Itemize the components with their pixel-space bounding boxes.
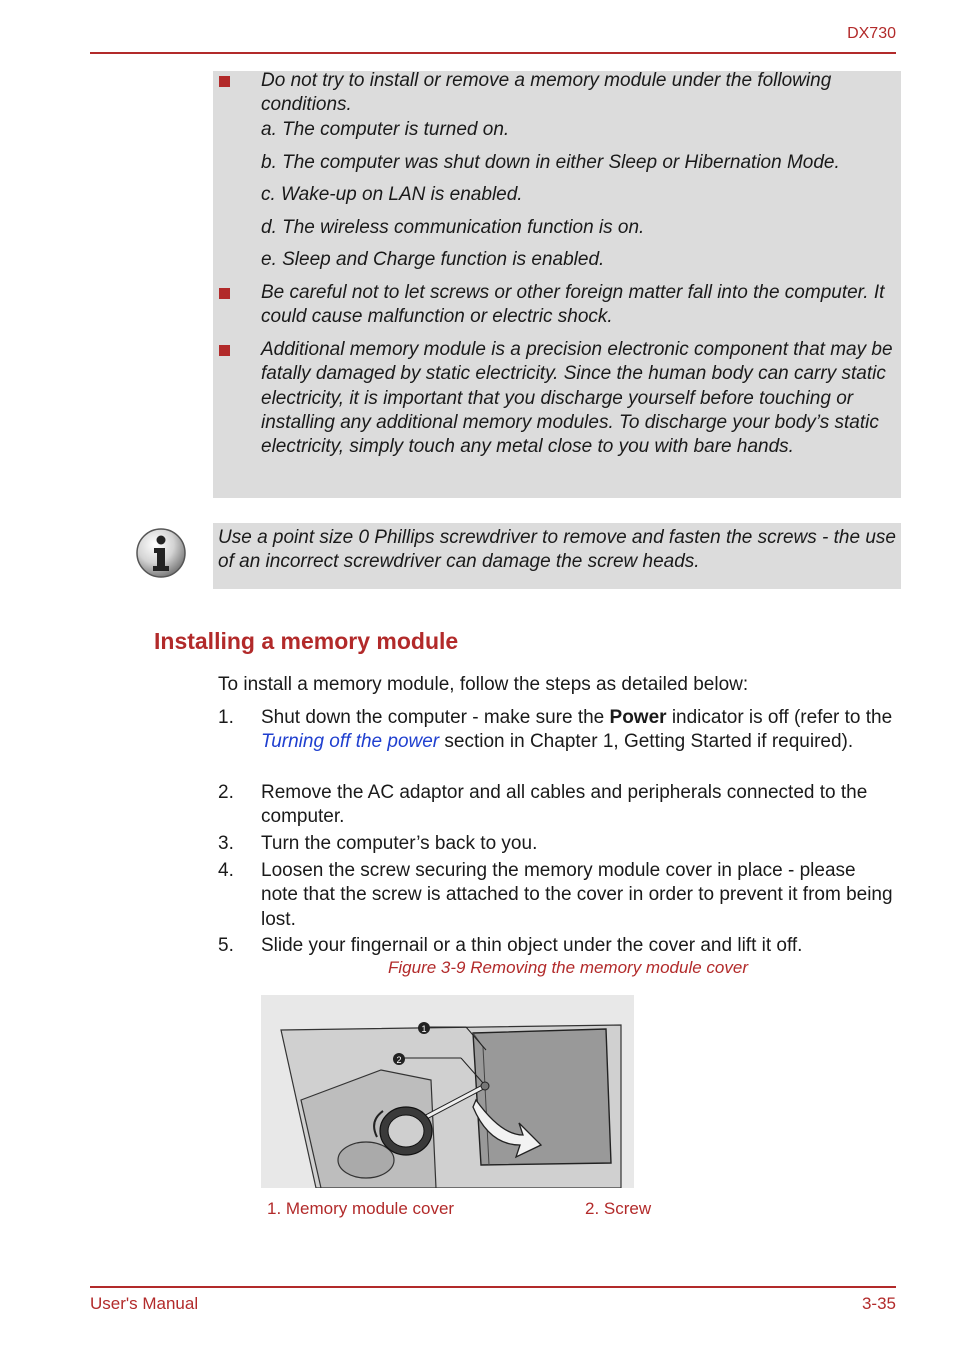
power-term: Power [609, 707, 667, 728]
caution-subitem-d: d. The wireless communication function is on. [261, 217, 645, 238]
memory-cover-illustration [261, 995, 634, 1188]
step-number: 5. [218, 935, 234, 956]
caution-item-2: Be careful not to let screws or other foreign matter fall into the computer. It could cause malfunction or electric shock. [261, 282, 885, 328]
footer-rule [90, 1286, 896, 1288]
page-number: 3-35 [861, 1294, 896, 1313]
caution-subitem-e: e. Sleep and Charge function is enabled. [261, 249, 605, 270]
bullet-marker [219, 288, 230, 299]
caution-item-3: Additional memory module is a precision electronic component that may be fatally damaged by static electricity. Since the human body can carry static electricity, it is important that you discharge yourself before touching or installing any additional memory modules. To discharge your body’s static electricity, simply touch any metal close to you with bare hands. [261, 339, 893, 458]
step-number: 2. [218, 782, 234, 803]
section-intro: To install a memory module, follow the steps as detailed below: [218, 674, 749, 695]
note-text: Use a point size 0 Phillips screwdriver to remove and fasten the screws - the use of an incorrect screwdriver can damage the screw heads. [218, 527, 896, 573]
step-3: Turn the computer’s back to you. [261, 833, 538, 854]
caution-item-1: Do not try to install or remove a memory module under the following conditions. [261, 70, 832, 116]
illustration-drawing [261, 995, 634, 1188]
callout-1: 1 [421, 1024, 427, 1034]
step-number: 3. [218, 833, 234, 854]
caution-subitem-b: b. The computer was shut down in either Sleep or Hibernation Mode. [261, 152, 840, 173]
footer-manual-title: User's Manual [90, 1294, 199, 1313]
step-number: 4. [218, 860, 234, 881]
legend-item-1: 1. Memory module cover [267, 1199, 455, 1218]
legend-item-2: 2. Screw [585, 1199, 652, 1218]
caution-subitem-c: c. Wake-up on LAN is enabled. [261, 184, 523, 205]
figure-caption: Figure 3-9 Removing the memory module cover [388, 958, 748, 977]
bullet-marker [219, 345, 230, 356]
step-5: Slide your fingernail or a thin object under the cover and lift it off. [261, 935, 803, 956]
section-title: Installing a memory module [154, 628, 459, 654]
step-4: Loosen the screw securing the memory module cover in place - please note that the screw is attached to the cover in order to prevent it from being lost. [261, 860, 893, 930]
callout-2: 2 [396, 1055, 402, 1065]
bullet-marker [219, 76, 230, 87]
step-2: Remove the AC adaptor and all cables and peripherals connected to the computer. [261, 782, 868, 828]
caution-box [213, 71, 901, 498]
step-1: Shut down the computer - make sure the Power indicator is off (refer to the Turning off the power section in Chapter 1, Getting Started if required). [261, 707, 893, 753]
info-icon [134, 526, 188, 580]
caution-subitem-a: a. The computer is turned on. [261, 119, 510, 140]
turning-off-power-link[interactable]: Turning off the power [261, 731, 440, 753]
header-model: DX730 [847, 25, 896, 42]
step-number: 1. [218, 707, 234, 728]
header-rule [90, 52, 896, 54]
note-box [213, 523, 901, 589]
